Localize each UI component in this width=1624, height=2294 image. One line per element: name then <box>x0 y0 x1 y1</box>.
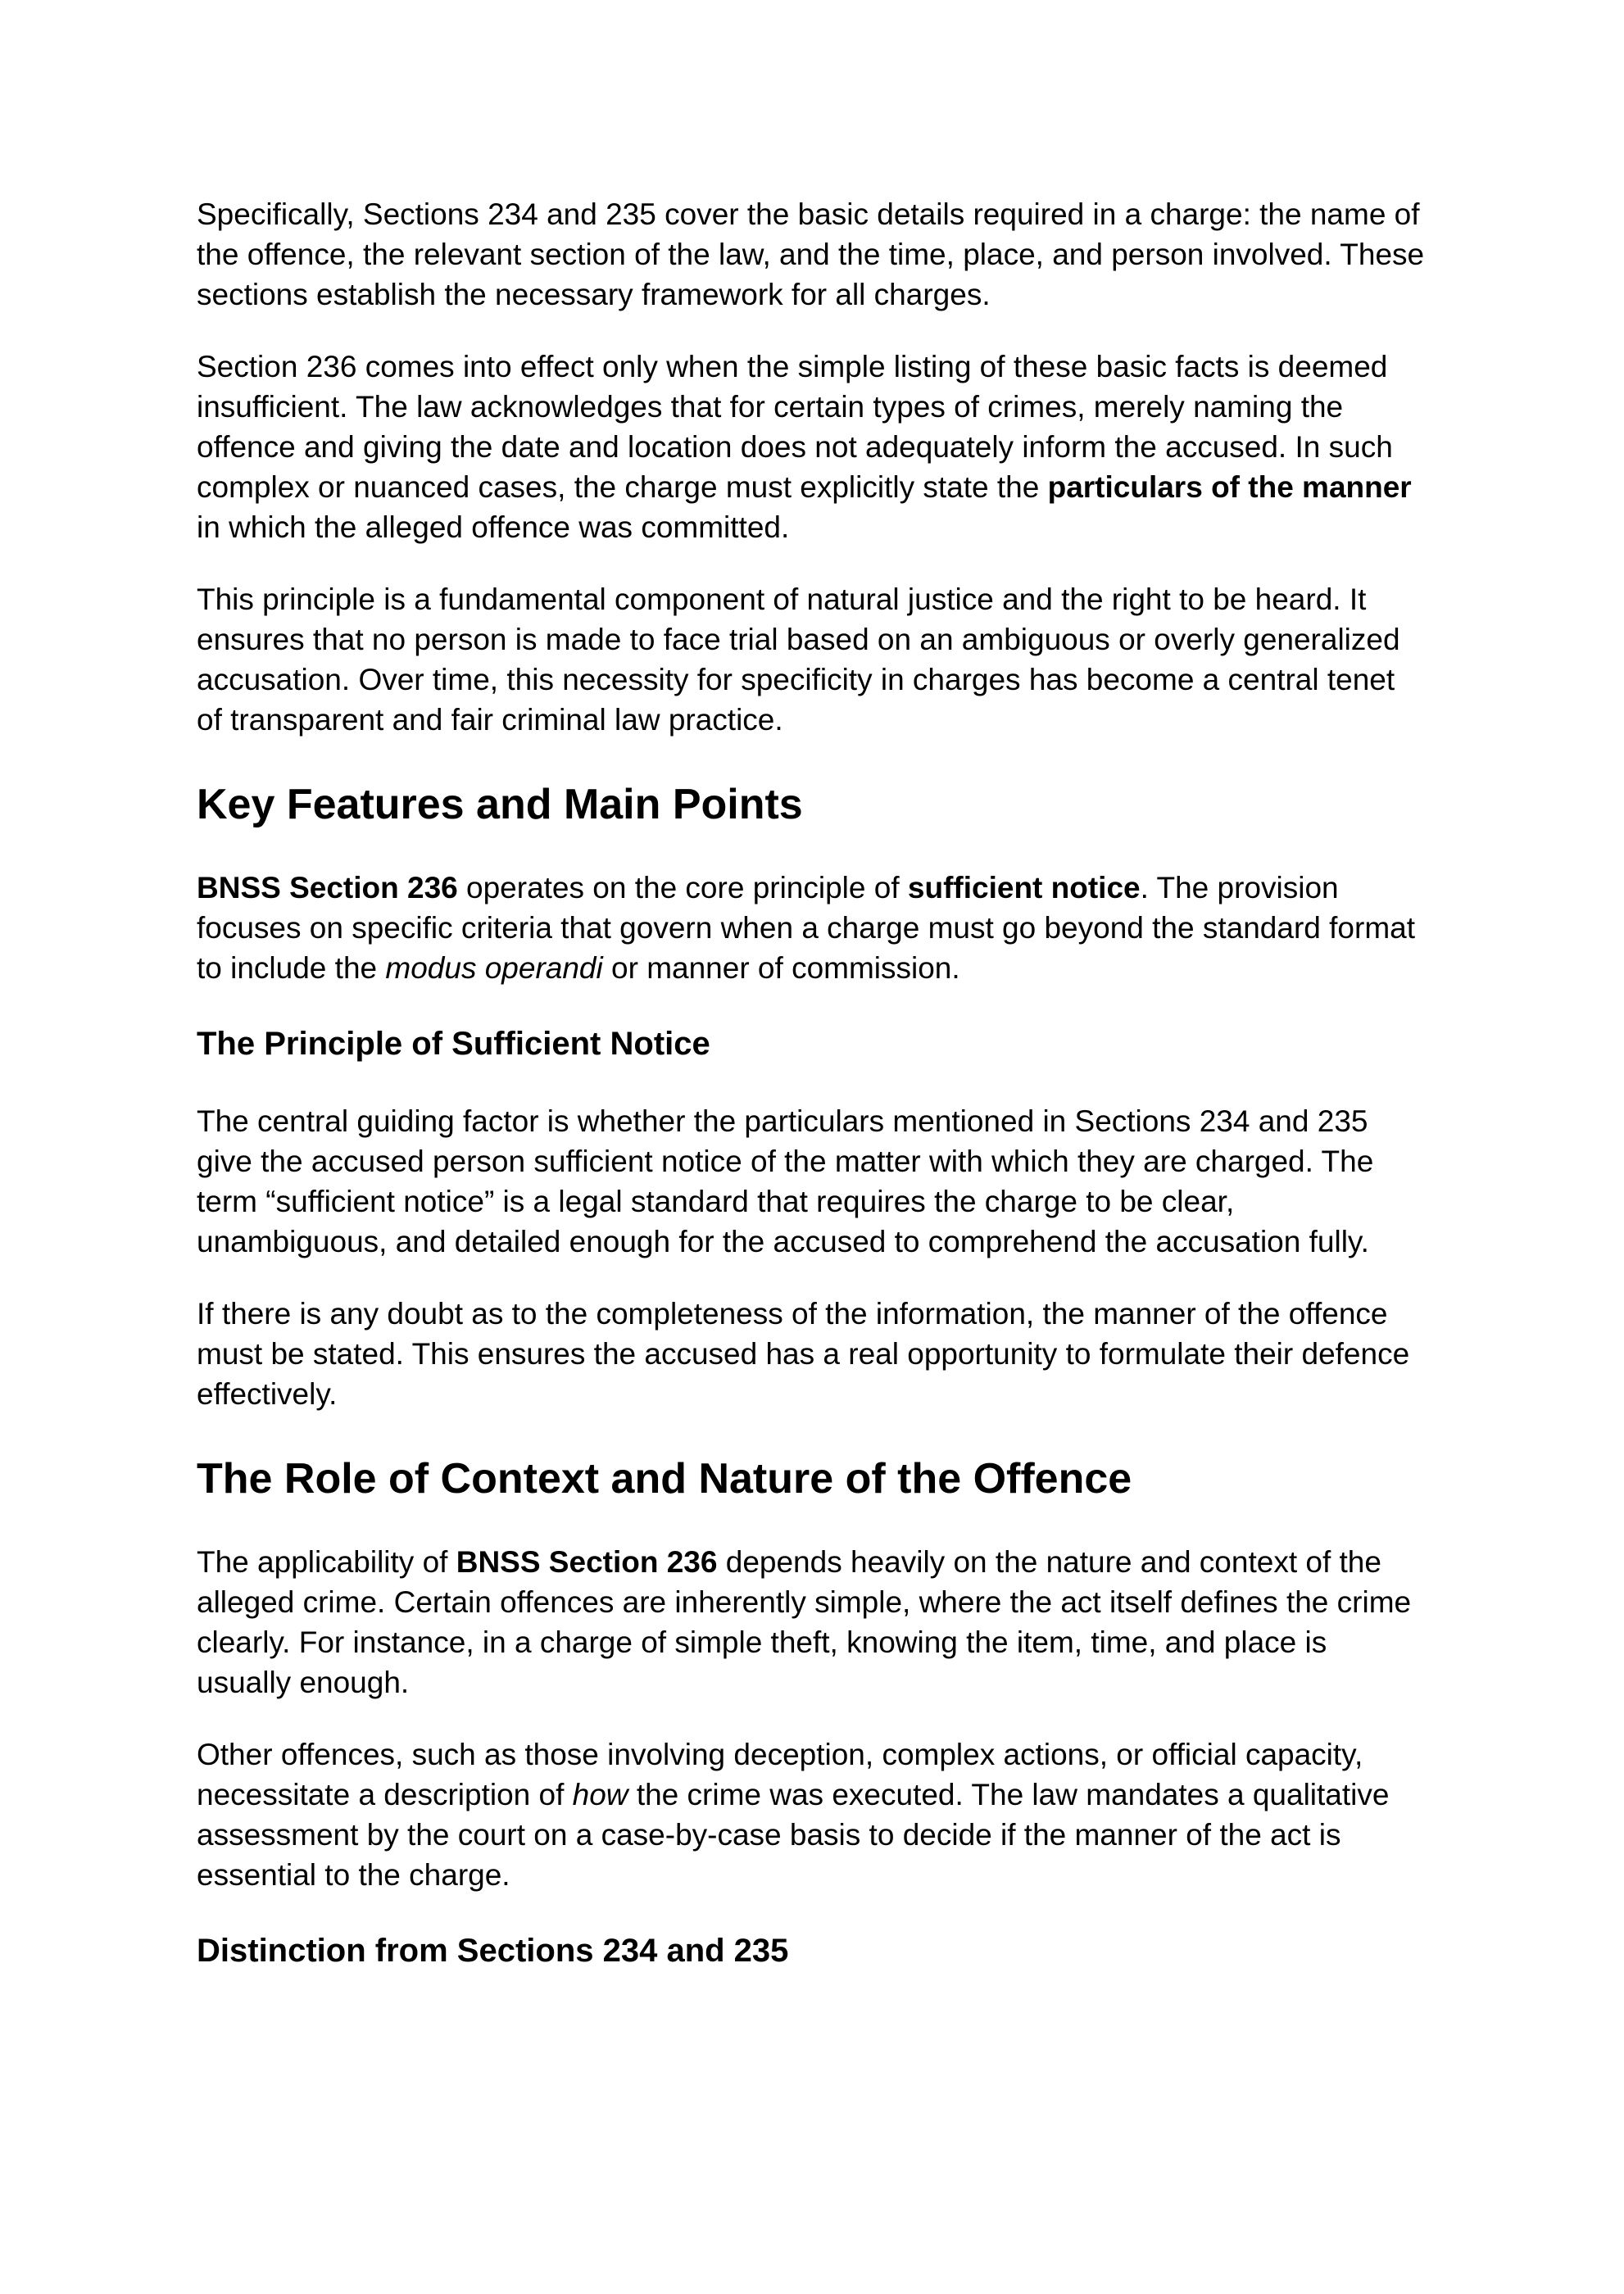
text-run: This principle is a fundamental component of natural justice and the right to be heard. It ensures that no person is made to face trial based on an ambiguous or overly generalized accusation. Over time, this necessity for specificity in charges has become a central tenet of transparent and fair criminal law practice. <box>197 583 1400 737</box>
text-run: BNSS Section 236 <box>197 871 458 904</box>
subheading-distinction <box>197 1931 1427 1970</box>
text-run: modus operandi <box>385 951 603 985</box>
text-run: If there is any doubt as to the completeness of the information, the manner of the offence must be stated. This ensures the accused has a real opportunity to formulate their defence effectively. <box>197 1297 1410 1411</box>
paragraph-basic-details <box>197 194 1427 315</box>
paragraph-other-offences <box>197 1734 1427 1895</box>
heading-role-of-context <box>197 1453 1427 1504</box>
text-run: . The provision focuses on specific criteria that govern when a charge must go beyond the standard format to include the <box>197 871 1415 985</box>
paragraph-applicability <box>197 1542 1427 1702</box>
text-run: how <box>572 1778 628 1811</box>
text-run: sufficient notice <box>907 871 1141 904</box>
text-run: BNSS Section 236 <box>456 1545 718 1579</box>
text-run: The applicability of <box>197 1545 456 1579</box>
text-run: or manner of commission. <box>602 951 960 985</box>
paragraph-doubt-completeness <box>197 1294 1427 1414</box>
text-run: particulars of the manner <box>1047 470 1412 504</box>
text-run: The central guiding factor is whether the particulars mentioned in Sections 234 and 235 give the accused person sufficient notice of the matter with which they are charged. The term “sufficient notice” is a legal standard that requires the charge to be clear, unambiguous, and detailed enough for the accused to comprehend the accusation fully. <box>197 1104 1374 1258</box>
text-run: the crime was executed. The law mandates a qualitative assessment by the court on a case-by-case basis to decide if the manner of the act is essential to the charge. <box>197 1778 1390 1892</box>
paragraph-natural-justice <box>197 579 1427 740</box>
heading-key-features <box>197 779 1427 830</box>
text-run: Key Features and Main Points <box>197 781 803 828</box>
text-run: The Principle of Sufficient Notice <box>197 1026 710 1062</box>
paragraph-central-guiding-factor <box>197 1101 1427 1262</box>
text-run: Other offences, such as those involving deception, complex actions, or official capacity, necessitate a description of <box>197 1738 1363 1811</box>
paragraph-core-principle <box>197 868 1427 988</box>
text-run: Specifically, Sections 234 and 235 cover the basic details required in a charge: the name of the offence, the relevant section of the law, and the time, place, and person involved. These sections establish the necessary framework for all charges. <box>197 197 1425 311</box>
text-run: Distinction from Sections 234 and 235 <box>197 1933 789 1969</box>
text-run: The Role of Context and Nature of the Offence <box>197 1455 1132 1503</box>
paragraph-section-236-effect <box>197 347 1427 547</box>
text-run: depends heavily on the nature and context of the alleged crime. Certain offences are inherently simple, where the act itself defines the crime clearly. For instance, in a charge of simple theft, knowing the item, time, and place is usually enough. <box>197 1545 1412 1699</box>
subheading-sufficient-notice <box>197 1024 1427 1063</box>
text-run: Section 236 comes into effect only when the simple listing of these basic facts is deemed insufficient. The law acknowledges that for certain types of crimes, merely naming the offence and giving the date and location does not adequately inform the accused. In such complex or nuanced cases, the charge must explicitly state the <box>197 350 1393 504</box>
text-run: in which the alleged offence was committed. <box>197 510 790 544</box>
text-run: operates on the core principle of <box>457 871 908 904</box>
